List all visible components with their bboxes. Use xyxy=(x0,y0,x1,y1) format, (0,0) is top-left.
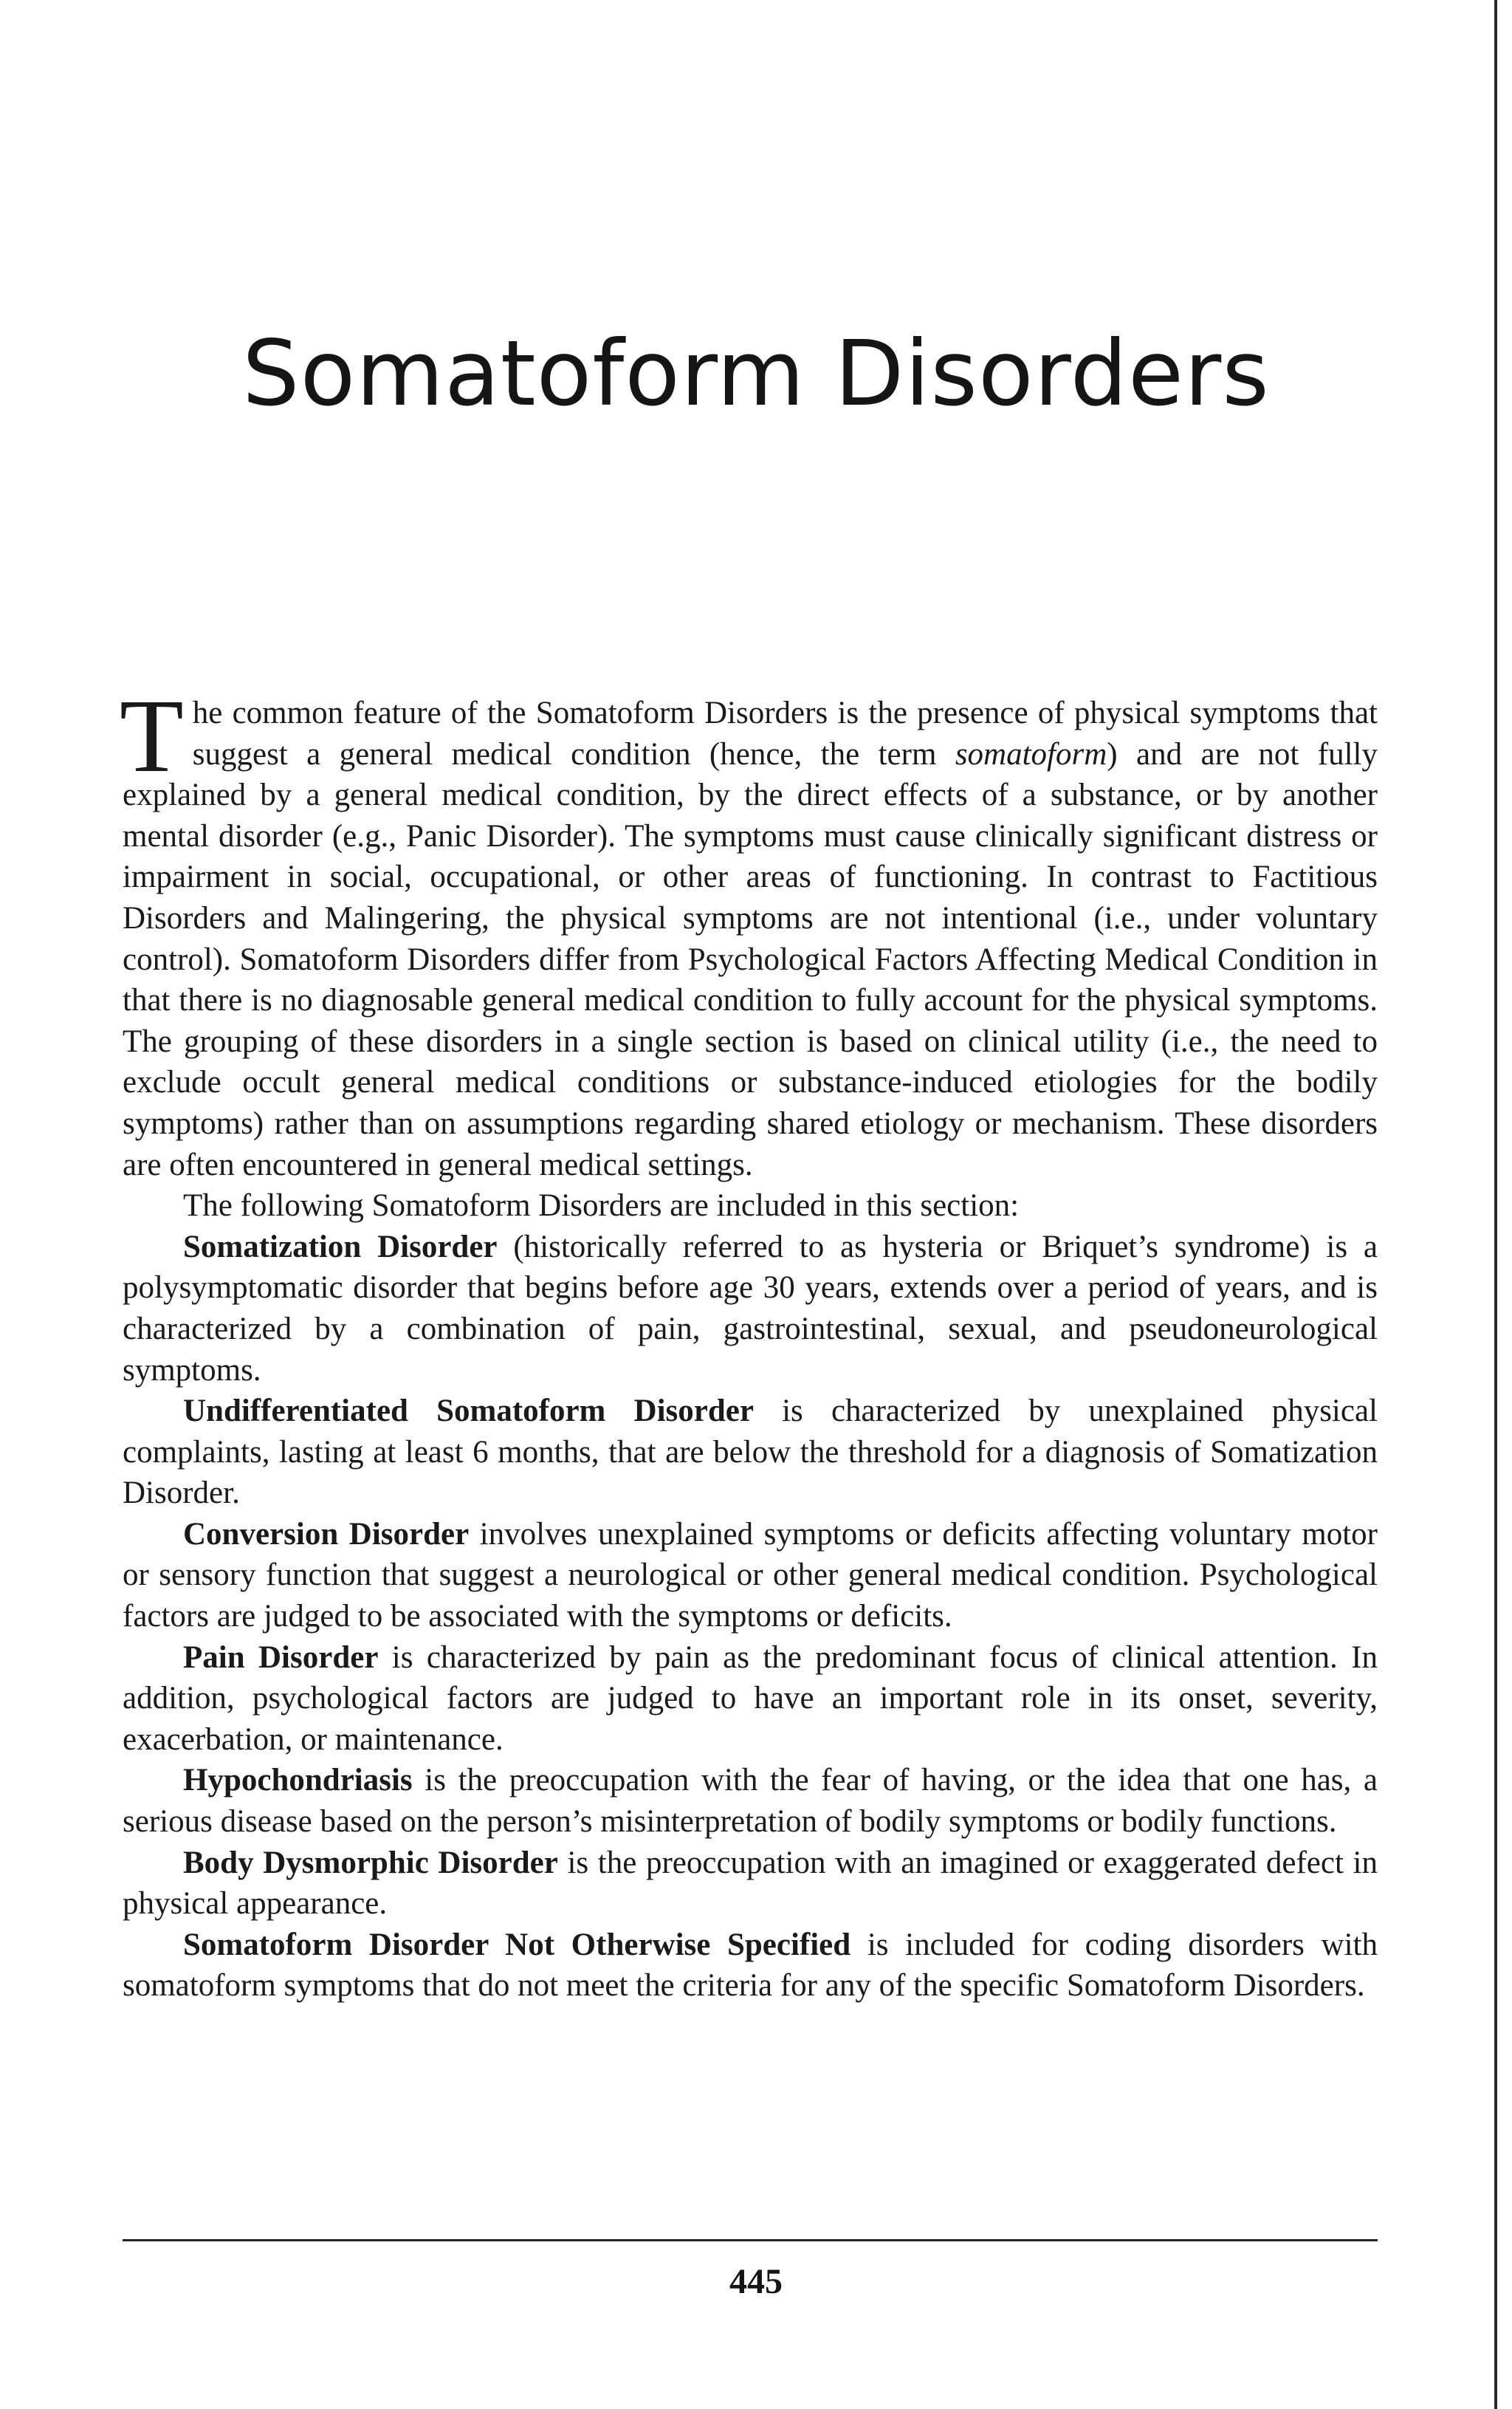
disorder-entry-somatization xyxy=(123,1227,1378,1391)
disorder-description: (historically referred to as hysteria or Briquet’s syndrome) is a polysymptomatic disorder that begins before age 30 years, extends over a period of years, and is characterized by a combination of pain, gastrointestinal, sexual, and pseudoneurological symptoms. xyxy=(123,1229,1378,1388)
disorder-entry-conversion xyxy=(123,1514,1378,1637)
disorder-term: Conversion Disorder xyxy=(183,1516,470,1552)
list-intro-paragraph: The following Somatoform Disorders are included in this section: xyxy=(183,1188,1020,1224)
disorder-term: Somatization Disorder xyxy=(183,1229,498,1264)
intro-text-part-1: he common feature of the Somatoform Disorders is the presence of physical symptoms that suggest a general medical condition (hence, the term xyxy=(192,696,1378,772)
footer-rule xyxy=(123,2239,1378,2241)
disorder-term: Undifferentiated Somatoform Disorder xyxy=(183,1394,754,1429)
drop-cap: T xyxy=(120,677,184,794)
disorder-term: Somatoform Disorder Not Otherwise Specified xyxy=(183,1927,851,1962)
disorder-entry-body-dysmorphic xyxy=(123,1843,1378,1925)
disorder-term: Hypochondriasis xyxy=(183,1763,413,1798)
disorder-description: is the preoccupation with the fear of having, or the idea that one has, a serious disease based on the person’s misinterpretation of bodily symptoms or bodily functions. xyxy=(123,1763,1378,1840)
disorder-description: is characterized by pain as the predominant focus of clinical attention. In addition, psychological factors are judged to have an important role in its onset, severity, exacerbation, or maintenance. xyxy=(123,1639,1378,1757)
intro-italic-term: somatoform xyxy=(955,736,1107,772)
chapter-title: Somatoform Disorders xyxy=(242,321,1270,426)
body-text xyxy=(120,677,1378,2007)
disorder-term: Pain Disorder xyxy=(183,1639,379,1675)
disorder-description: involves unexplained symptoms or deficits affecting voluntary motor or sensory function that suggest a neurological or other general medical condition. Psychological factors are judged to be associated with the symptoms or deficits. xyxy=(123,1516,1378,1634)
disorder-description: is characterized by unexplained physical complaints, lasting at least 6 months, that are below the threshold for a diagnosis of Somatization Disorder. xyxy=(123,1394,1378,1511)
disorder-entry-hypochondriasis xyxy=(123,1760,1378,1842)
disorder-description: is the preoccupation with an imagined or exaggerated defect in physical appearance. xyxy=(123,1845,1378,1922)
disorder-entry-undifferentiated xyxy=(123,1391,1378,1514)
disorder-entry-nos xyxy=(123,1925,1378,2007)
page-number: 445 xyxy=(729,2262,783,2301)
intro-text-part-2: ) and are not fully explained by a general medical condition, by the direct effects of a substance, or by another mental disorder (e.g., Panic Disorder). The symptoms must cause clinically significant distress or impairment in social, occupational, or other areas of functioning. In contrast to Factitious Disorders and Malingering, the physical symptoms are not intentional (i.e., under voluntary control). Somatoform Disorders differ from Psychological Factors Affecting Medical Condition in that there is no diagnosable general medical condition to fully account for the physical symptoms. The grouping of these disorders in a single section is based on clinical utility (i.e., the need to exclude occult general medical conditions or substance-induced etiologies for the bodily symptoms) rather than on assumptions regarding shared etiology or mechanism. These disorders are often encountered in general medical settings. xyxy=(123,736,1378,1182)
disorder-term: Body Dysmorphic Disorder xyxy=(183,1845,558,1880)
disorder-description: is included for coding disorders with somatoform symptoms that do not meet the criteria for any of the specific Somatoform Disorders. xyxy=(123,1927,1378,2004)
disorder-entry-pain xyxy=(123,1637,1378,1761)
intro-paragraph xyxy=(120,677,1378,1185)
